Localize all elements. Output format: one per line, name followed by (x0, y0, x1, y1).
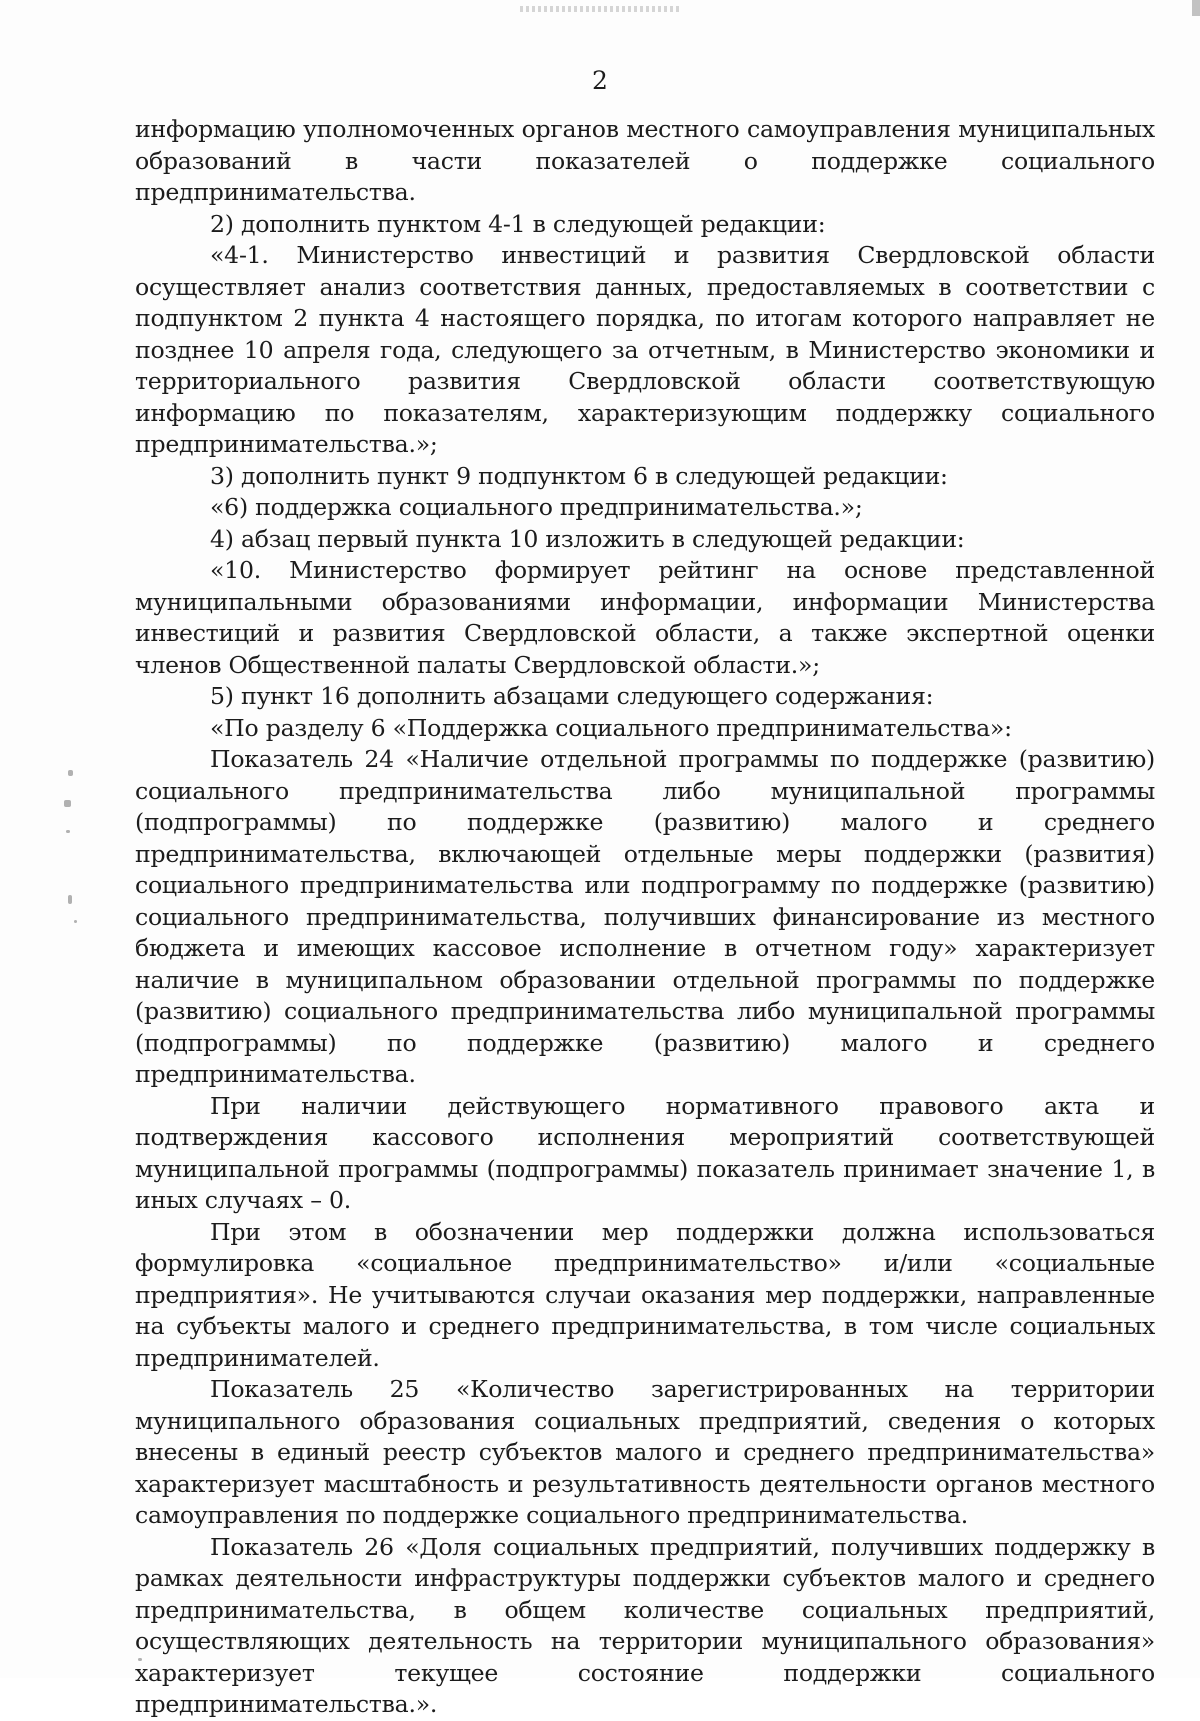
scan-speck (66, 830, 70, 833)
scan-speck (68, 770, 73, 776)
paragraph: информацию уполномоченных органов местного самоуправления муниципальных образований в части показателей о поддержке социального предпринимательства. (135, 115, 1155, 206)
paragraph: Показатель 25 «Количество зарегистрированных на территории муниципального образования социальных предприятий, сведения о которых внесены в единый реестр субъектов малого и среднего предпринимательства» характеризует масштабность и результативность деятельности органов местного самоуправления по поддержке социального предпринимательства. (135, 1375, 1155, 1529)
page-number: 2 (592, 66, 608, 95)
paragraph: «6) поддержка социального предпринимательства.»; (210, 493, 863, 521)
paragraph: «4-1. Министерство инвестиций и развития Свердловской области осуществляет анализ соответствия данных, предоставляемых в соответствии с подпунктом 2 пункта 4 настоящего порядка, по итогам которого направляет не позднее 10 апреля года, следующего за отчетным, в Министерство экономики и территориального развития Свердловской области соответствующую информацию по показателям, характеризующим поддержку социального предпринимательства.»; (135, 241, 1155, 458)
scan-speck (68, 895, 72, 904)
paragraph: 3) дополнить пункт 9 подпунктом 6 в следующей редакции: (210, 461, 948, 490)
paragraph: 4) абзац первый пункта 10 изложить в следующей редакции: (210, 524, 965, 553)
paragraph: 2) дополнить пунктом 4-1 в следующей редакции: (210, 209, 826, 238)
paragraph: «10. Министерство формирует рейтинг на основе представленной муниципальными образованиями информации, информации Министерства инвестиций и развития Свердловской области, а также экспертной оценки членов Общественной палаты Свердловской области.»; (135, 556, 1155, 679)
document-body (135, 114, 1155, 1721)
scan-artifact-edge (1192, 0, 1200, 16)
paragraph: Показатель 26 «Доля социальных предприятий, получивших поддержку в рамках деятельности инфраструктуры поддержки субъектов малого и среднего предпринимательства, в общем количестве социальных предприятий, осуществляющих деятельность на территории муниципального образования» характеризует текущее состояние поддержки социального предпринимательства.». (135, 1532, 1155, 1718)
scan-speck (64, 800, 71, 807)
scan-speck (74, 920, 77, 923)
paragraph: Показатель 24 «Наличие отдельной программы по поддержке (развитию) социального предпринимательства либо муниципальной программы (подпрограммы) по поддержке (развитию) малого и среднего предпринимательства, включающей отдельные меры поддержки (развития) социального предпринимательства или подпрограмму по поддержке (развитию) социального предпринимательства, получивших финансирование из местного бюджета и имеющих кассовое исполнение в отчетном году» характеризует наличие в муниципальном образовании отдельной программы по поддержке (развитию) социального предпринимательства либо муниципальной программы (подпрограммы) по поддержке (развитию) малого и среднего предпринимательства. (135, 745, 1155, 1088)
paragraph: «По разделу 6 «Поддержка социального предпринимательства»: (210, 713, 1012, 742)
scan-artifact-top (520, 6, 680, 12)
paragraph: При этом в обозначении мер поддержки должна использоваться формулировка «социальное предпринимательство» и/или «социальные предприятия». Не учитываются случаи оказания мер поддержки, направленные на субъекты малого и среднего предпринимательства, в том числе социальных предпринимателей. (135, 1217, 1155, 1372)
paragraph: При наличии действующего нормативного правового акта и подтверждения кассового исполнения мероприятий соответствующей муниципальной программы (подпрограммы) показатель принимает значение 1, в иных случаях – 0. (135, 1091, 1155, 1214)
paragraph: 5) пункт 16 дополнить абзацами следующего содержания: (210, 682, 934, 710)
